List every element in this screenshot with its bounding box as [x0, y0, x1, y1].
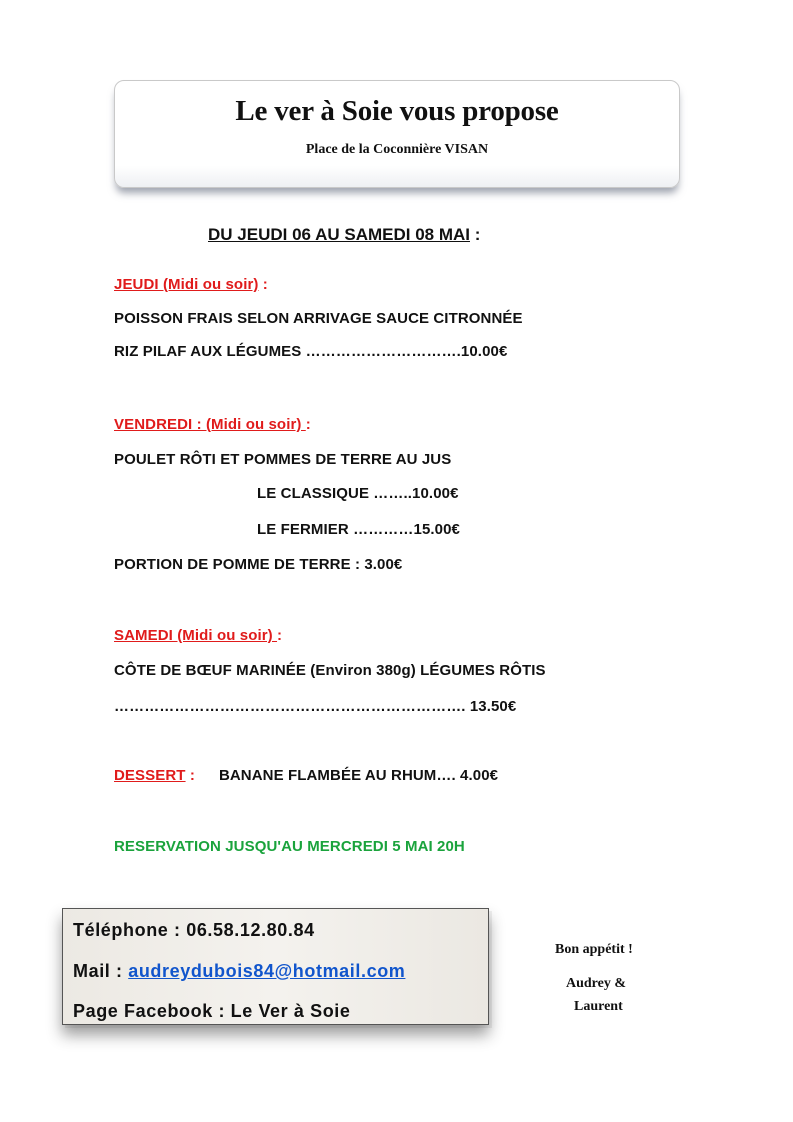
- period-suffix: :: [469, 225, 481, 244]
- dessert-line: [114, 767, 498, 784]
- contact-phone: Téléphone : 06.58.12.80.84: [73, 920, 315, 940]
- page-subtitle: Place de la Coconnière VISAN: [305, 142, 489, 157]
- friday-heading: [114, 416, 311, 433]
- dessert-item: BANANE FLAMBÉE AU RHUM…. 4.00€: [218, 767, 499, 784]
- reservation-notice: RESERVATION JUSQU'AU MERCREDI 5 MAI 20H: [114, 838, 465, 855]
- thursday-heading-suffix: :: [258, 276, 268, 293]
- thursday-dish-line: POISSON FRAIS SELON ARRIVAGE SAUCE CITRONNÉE: [114, 310, 523, 327]
- friday-heading-label: VENDREDI : (Midi ou soir): [114, 416, 306, 433]
- friday-dish-line: POULET RÔTI ET POMMES DE TERRE AU JUS: [114, 451, 452, 468]
- saturday-heading-label: SAMEDI (Midi ou soir): [114, 627, 278, 644]
- signoff-names-line2: Laurent: [574, 999, 623, 1014]
- saturday-heading: [114, 627, 282, 644]
- thursday-side-price: RIZ PILAF AUX LÉGUMES ………………………….10.00€: [114, 343, 508, 360]
- friday-option-classic: LE CLASSIQUE ……..10.00€: [257, 485, 459, 502]
- contact-facebook: Page Facebook : Le Ver à Soie: [73, 1001, 351, 1021]
- dessert-heading-label: DESSERT: [114, 767, 186, 784]
- saturday-heading-suffix: :: [277, 627, 283, 644]
- friday-side-portion: PORTION DE POMME DE TERRE : 3.00€: [114, 556, 403, 573]
- signoff-names-line1: Audrey &: [566, 976, 627, 991]
- saturday-dish-line: CÔTE DE BŒUF MARINÉE (Environ 380g) LÉGUMES RÔTIS: [114, 662, 546, 679]
- period-label: DU JEUDI 06 AU SAMEDI 08 MAI: [208, 225, 470, 244]
- friday-heading-suffix: :: [305, 416, 311, 433]
- dessert-heading-suffix: :: [185, 767, 195, 784]
- contact-mail: [73, 961, 405, 982]
- period-heading: [208, 225, 480, 245]
- header-box: [114, 80, 680, 188]
- contact-box: [62, 908, 489, 1025]
- thursday-heading-label: JEUDI (Midi ou soir): [114, 276, 259, 293]
- page-title: Le ver à Soie vous propose: [235, 95, 559, 127]
- contact-mail-link[interactable]: audreydubois84@hotmail.com: [128, 961, 406, 981]
- signoff-greeting: Bon appétit !: [555, 942, 633, 957]
- thursday-heading: [114, 276, 268, 293]
- dessert-heading: [114, 767, 195, 784]
- saturday-price-line: ……………………………………………………………. 13.50€: [114, 698, 517, 715]
- friday-option-farmer: LE FERMIER …………15.00€: [257, 521, 460, 538]
- contact-mail-label: Mail :: [73, 961, 129, 981]
